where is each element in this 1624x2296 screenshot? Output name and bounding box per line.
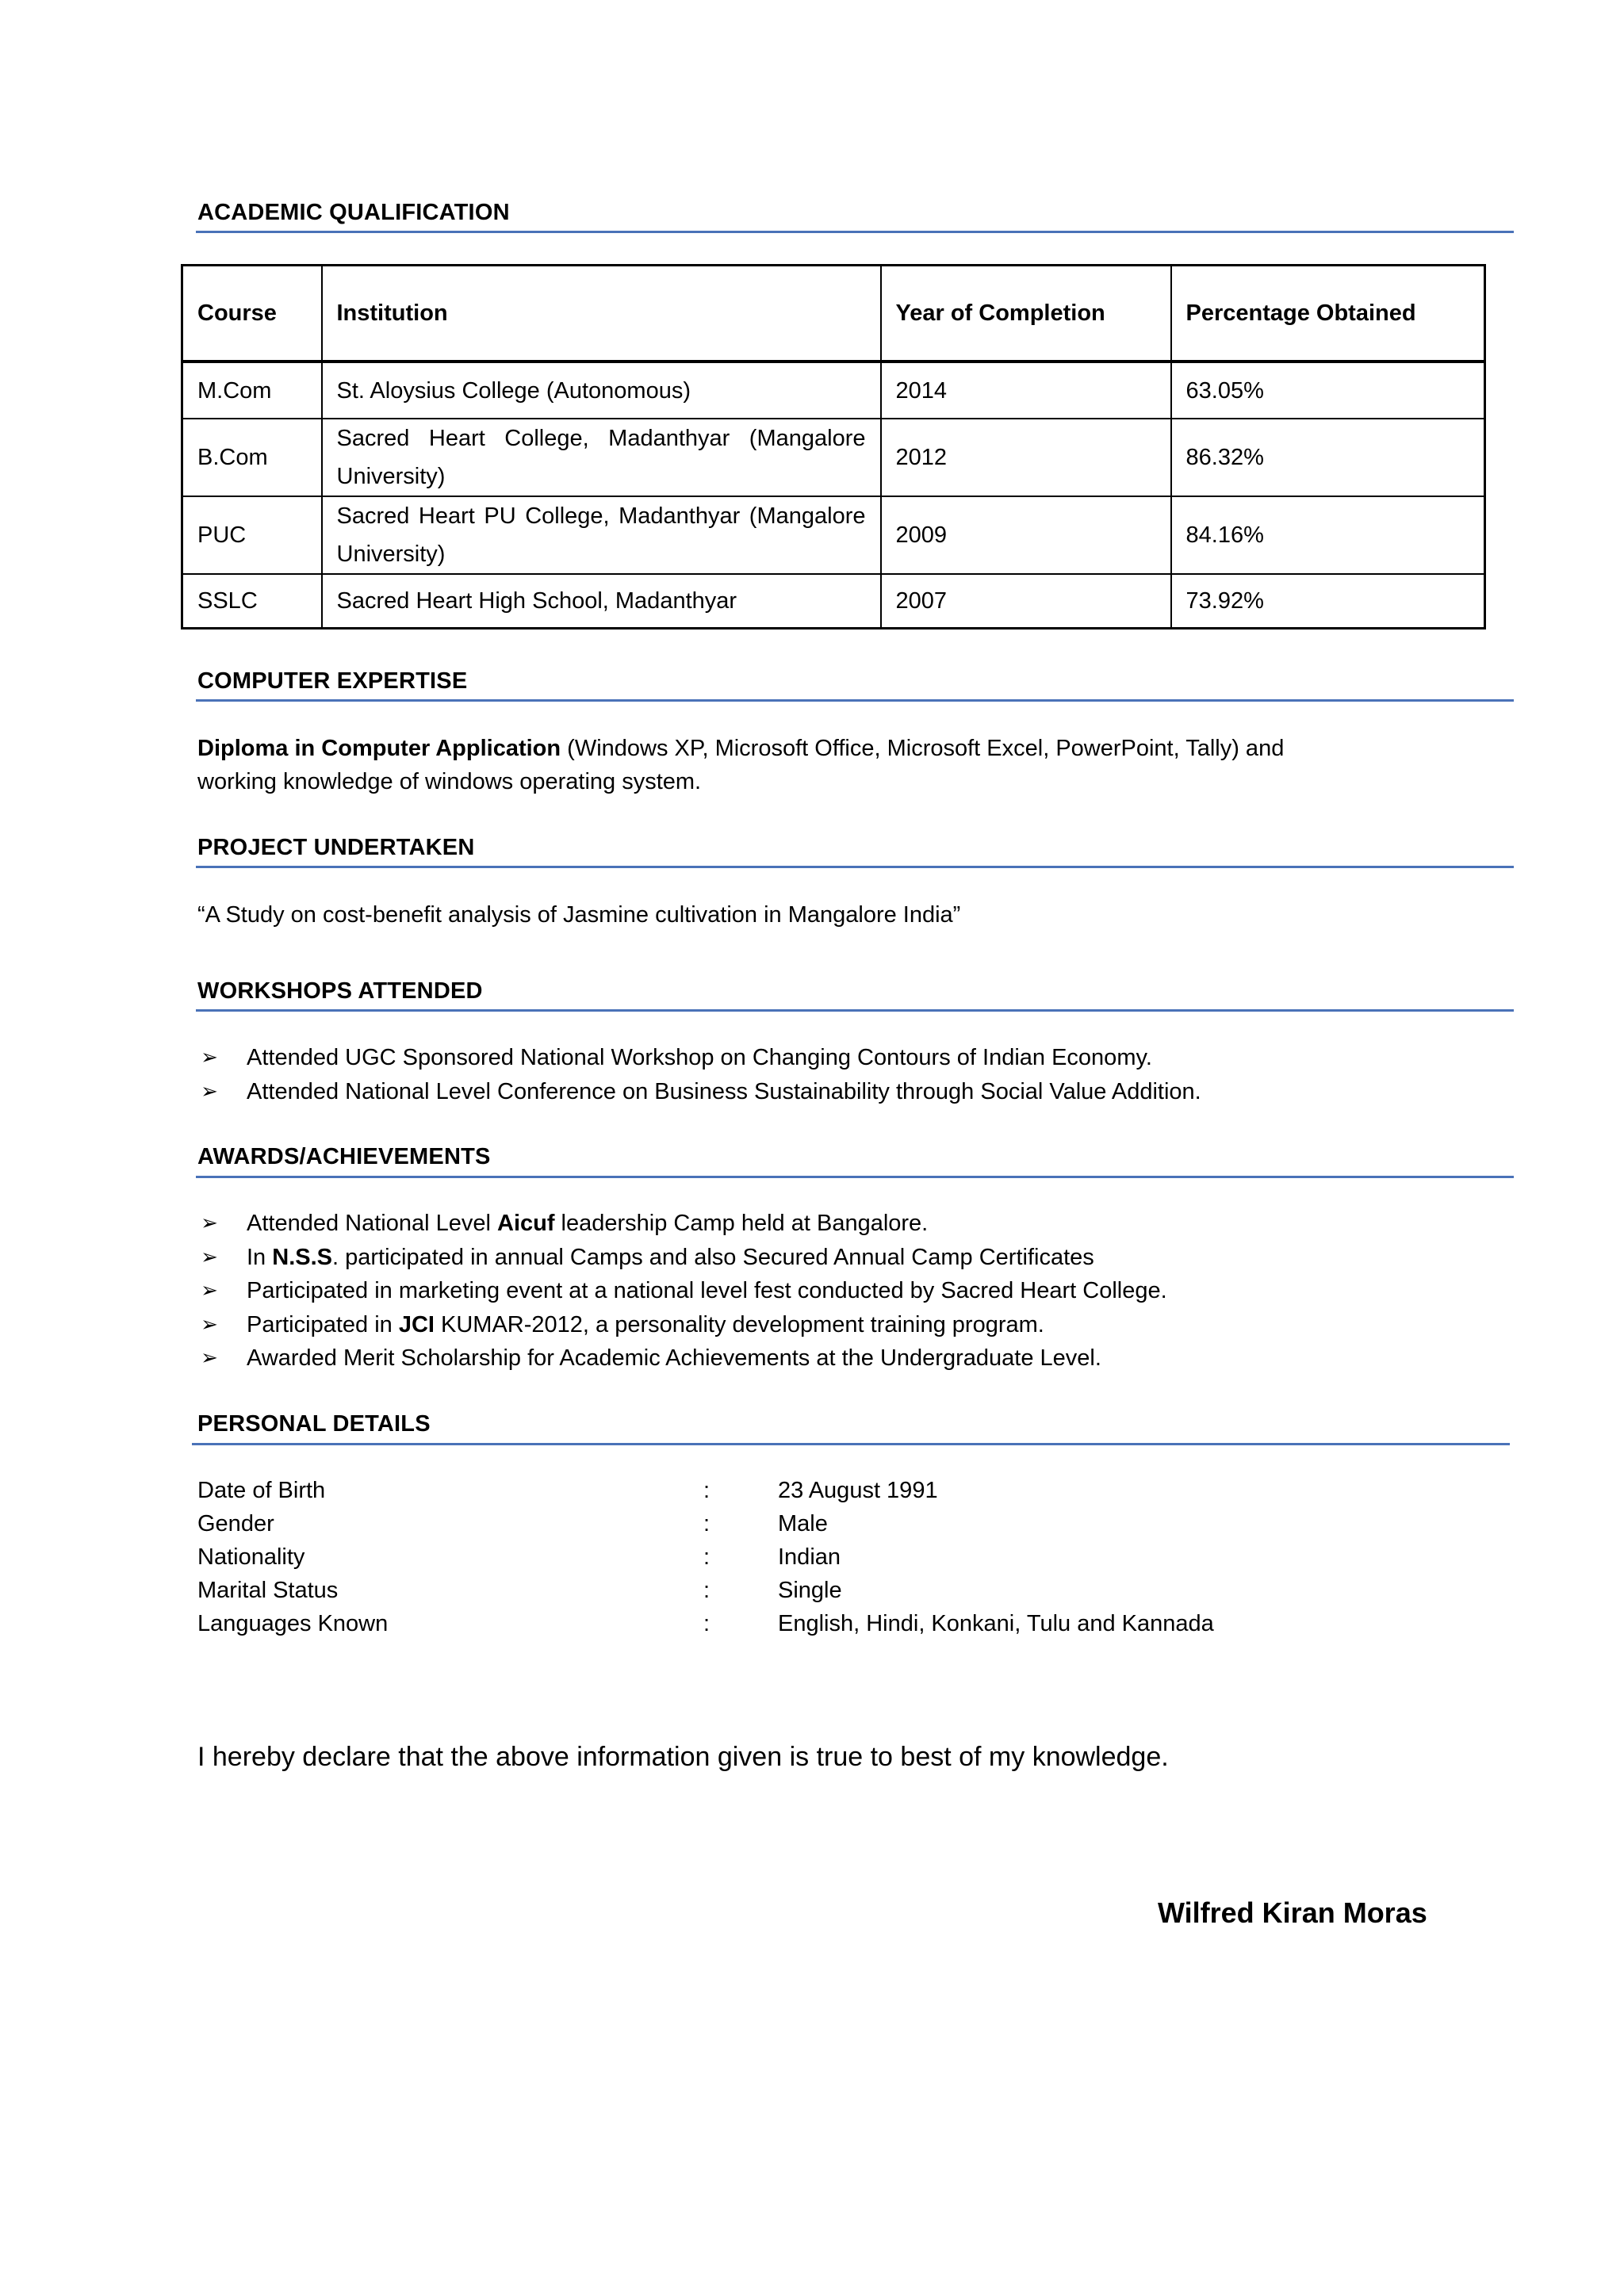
section-divider: [192, 1443, 1510, 1445]
percentage-cell: 84.16%: [1171, 496, 1485, 574]
year-cell: 2007: [881, 574, 1171, 628]
section-divider: [196, 231, 1514, 233]
institution-cell: Sacred Heart PU College, Madanthyar (Mangalore University): [322, 496, 881, 574]
list-item: [197, 1241, 1167, 1275]
column-header: Year of Completion: [881, 266, 1171, 362]
section-divider: [196, 1009, 1514, 1012]
percentage-cell: 63.05%: [1171, 362, 1485, 419]
detail-label: Marital Status: [197, 1578, 339, 1603]
arrowhead-bullet-icon: ➢: [201, 1079, 218, 1104]
column-header: Institution: [322, 266, 881, 362]
column-header: Course: [182, 266, 322, 362]
percentage-cell: 86.32%: [1171, 419, 1485, 496]
list-item-text: Attended National Level: [247, 1211, 497, 1236]
declaration-text: I hereby declare that the above information given is true to best of my knowledge.: [197, 1742, 1169, 1772]
institution-cell: Sacred Heart High School, Madanthyar: [322, 574, 881, 628]
course-cell: B.Com: [182, 419, 322, 496]
computer-expertise-line: working knowledge of windows operating system.: [197, 769, 702, 794]
arrowhead-bullet-icon: ➢: [201, 1211, 218, 1235]
year-cell: 2012: [881, 419, 1171, 496]
detail-separator: :: [703, 1478, 710, 1503]
section-divider: [196, 866, 1514, 868]
detail-value: 23 August 1991: [778, 1478, 938, 1503]
detail-separator: :: [703, 1578, 710, 1603]
course-cell: SSLC: [182, 574, 322, 628]
list-item-text: In: [247, 1244, 273, 1270]
detail-separator: :: [703, 1611, 710, 1636]
list-item-text: Participated in marketing event at a national level fest conducted by Sacred Heart College.: [247, 1278, 1167, 1303]
course-cell: M.Com: [182, 362, 322, 419]
percentage-cell: 73.92%: [1171, 574, 1485, 628]
detail-label: Nationality: [197, 1544, 305, 1570]
table-header-row: [182, 266, 1485, 362]
list-item: [197, 1207, 1167, 1241]
detail-value: Single: [778, 1578, 842, 1603]
list-item: [197, 1041, 1201, 1075]
list-item: [197, 1075, 1201, 1109]
computer-expertise-line: [197, 732, 1284, 765]
section-divider: [196, 699, 1514, 702]
table-row: [182, 419, 1485, 496]
list-item-text: Attended UGC Sponsored National Workshop on Changing Contours of Indian Economy.: [247, 1045, 1152, 1070]
detail-value: Male: [778, 1511, 828, 1536]
project-title: “A Study on cost-benefit analysis of Jasmine cultivation in Mangalore India”: [197, 902, 961, 928]
list-item-text: . participated in annual Camps and also Secured Annual Camp Certificates: [332, 1244, 1094, 1270]
diploma-details: (Windows XP, Microsoft Office, Microsoft Excel, PowerPoint, Tally) and: [561, 736, 1285, 761]
list-item-text: Participated in: [247, 1311, 399, 1337]
section-heading-project: PROJECT UNDERTAKEN: [197, 835, 475, 860]
section-heading-computer: COMPUTER EXPERTISE: [197, 668, 468, 694]
detail-value: English, Hindi, Konkani, Tulu and Kannada: [778, 1611, 1214, 1636]
arrowhead-bullet-icon: ➢: [201, 1046, 218, 1070]
detail-label: Gender: [197, 1511, 274, 1536]
list-item: [197, 1341, 1167, 1376]
detail-value: Indian: [778, 1544, 841, 1570]
table-row: [182, 574, 1485, 628]
institution-cell: St. Aloysius College (Autonomous): [322, 362, 881, 419]
table-row: [182, 362, 1485, 419]
list-item-text: Attended National Level Conference on Business Sustainability through Social Value Addition.: [247, 1078, 1201, 1104]
detail-separator: :: [703, 1511, 710, 1536]
arrowhead-bullet-icon: ➢: [201, 1312, 218, 1337]
arrowhead-bullet-icon: ➢: [201, 1279, 218, 1303]
awards-list: [197, 1207, 1167, 1376]
list-item-text: leadership Camp held at Bangalore.: [554, 1211, 929, 1236]
column-header: Percentage Obtained: [1171, 266, 1485, 362]
diploma-title: Diploma in Computer Application: [197, 736, 561, 761]
detail-label: Date of Birth: [197, 1478, 326, 1503]
list-item-bold: N.S.S: [272, 1244, 332, 1270]
list-item: [197, 1274, 1167, 1308]
section-divider: [196, 1176, 1514, 1178]
detail-separator: :: [703, 1544, 710, 1570]
signature-name: Wilfred Kiran Moras: [1158, 1896, 1427, 1929]
detail-label: Languages Known: [197, 1611, 389, 1636]
arrowhead-bullet-icon: ➢: [201, 1346, 218, 1370]
section-heading-personal: PERSONAL DETAILS: [197, 1411, 431, 1437]
list-item-text: KUMAR-2012, a personality development training program.: [434, 1311, 1044, 1337]
section-heading-awards: AWARDS/ACHIEVEMENTS: [197, 1144, 491, 1169]
section-heading-academic: ACADEMIC QUALIFICATION: [197, 200, 510, 225]
arrowhead-bullet-icon: ➢: [201, 1245, 218, 1269]
list-item: [197, 1308, 1167, 1342]
course-cell: PUC: [182, 496, 322, 574]
academic-table: [181, 264, 1486, 629]
list-item-bold: JCI: [398, 1311, 435, 1337]
list-item-bold: Aicuf: [497, 1211, 555, 1236]
workshops-list: [197, 1041, 1201, 1108]
list-item-text: Awarded Merit Scholarship for Academic Achievements at the Undergraduate Level.: [247, 1345, 1101, 1371]
year-cell: 2014: [881, 362, 1171, 419]
table-row: [182, 496, 1485, 574]
section-heading-workshops: WORKSHOPS ATTENDED: [197, 978, 483, 1004]
institution-cell: Sacred Heart College, Madanthyar (Mangalore University): [322, 419, 881, 496]
year-cell: 2009: [881, 496, 1171, 574]
